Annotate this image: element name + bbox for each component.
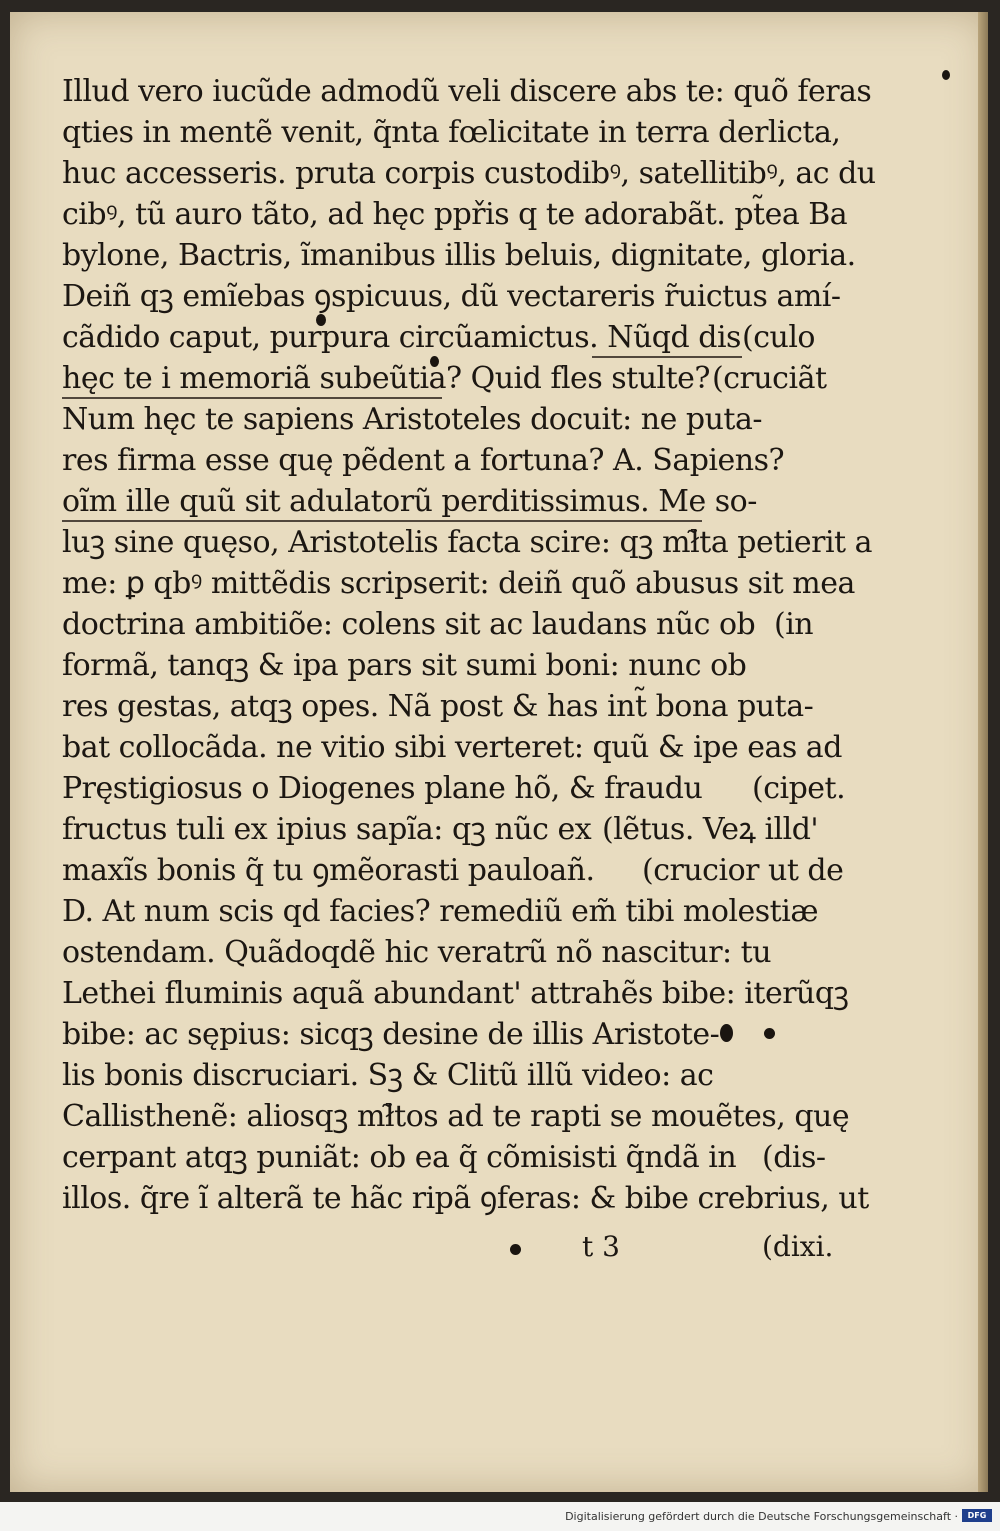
credit-bar — [0, 1502, 1000, 1531]
text-line — [62, 728, 842, 768]
line-text: D. At num scis qd facies? remediũ em̃ tibi molestiæ — [62, 894, 819, 929]
line-text: qties in mentẽ venit, q̃nta fœlicitate in terra derlicta, — [62, 115, 841, 150]
line-text: bibe: ac sępius: sicqꝫ desine de illis Aristote- — [62, 1017, 720, 1052]
line-text: Num hęc te sapiens Aristoteles docuit: ne puta- — [62, 402, 763, 437]
text-line — [62, 933, 771, 973]
text-line — [62, 810, 819, 850]
text-line — [62, 72, 871, 112]
text-line — [62, 646, 746, 686]
line-text: maxĩs bonis q̃ tu ꝯmẽorasti pauloañ. — [62, 853, 595, 888]
text-line — [62, 1138, 826, 1178]
line-text: lis bonis discruciari. Sꝫ & Clitũ illũ video: ac — [62, 1058, 714, 1093]
underline-rule — [62, 520, 702, 522]
line-text: Callisthenẽ: aliosqꝫ mł̃tos ad te rapti se mouẽtes, quę — [62, 1099, 850, 1134]
text-line — [62, 1179, 869, 1219]
line-text: cibꝰ, tũ auro tãto, ad hęc ppřis q te adorabãt. pt̃ea Ba — [62, 197, 848, 232]
text-line — [62, 1056, 713, 1096]
text-line — [62, 113, 840, 153]
line-text: illos. q̃re ĩ alterã te hãc ripã ꝯferas: & bibe crebrius, ut — [62, 1181, 869, 1216]
underline-rule — [62, 397, 442, 399]
line-text: formã, tanqꝫ & ipa pars sit sumi boni: nunc ob — [62, 648, 747, 683]
text-line — [62, 605, 814, 645]
page-edge — [978, 12, 988, 1492]
line-text: ostendam. Quãdoqdẽ hic veratrũ nõ nascitur: tu — [62, 935, 772, 970]
line-text: bat collocãda. ne vitio sibi verteret: quũ & ipe eas ad — [62, 730, 842, 765]
text-line — [62, 400, 762, 440]
margin-note: (crucior ut de — [642, 853, 844, 888]
text-line — [62, 359, 827, 399]
line-text: bylone, Bactris, ĩmanibus illis beluis, dignitate, gloria. — [62, 238, 856, 273]
underline-rule — [592, 356, 742, 358]
line-text: fructus tuli ex ipius sapĩa: qꝫ nũc ex — [62, 812, 592, 847]
line-text: Lethei fluminis aquã abundant' attrahẽs bibe: iterũqꝫ — [62, 976, 849, 1011]
line-text: Illud vero iucũde admodũ veli discere abs te: quõ feras — [62, 74, 872, 109]
text-line — [62, 441, 784, 481]
line-text: Deiñ qꝫ emĩebas ꝯspicuus, dũ vectareris r̃uictus amí- — [62, 279, 841, 314]
ink-blot — [510, 1244, 521, 1255]
dfg-logo: DFG — [962, 1509, 992, 1522]
margin-note: (culo — [742, 320, 815, 355]
text-line — [62, 236, 856, 276]
credit-text: Digitalisierung gefördert durch die Deutsche Forschungsgemeinschaft · — [565, 1510, 958, 1523]
text-line — [62, 195, 847, 235]
text-line — [62, 564, 855, 604]
text-line — [62, 974, 848, 1014]
text-line — [62, 482, 757, 522]
line-text: res firma esse quę pẽdent a fortuna? A. Sapiens? — [62, 443, 785, 478]
margin-note: (cruciãt — [712, 361, 827, 396]
line-text: res gestas, atqꝫ opes. Nã post & has int̃ bona puta- — [62, 689, 814, 724]
text-line — [62, 523, 872, 563]
line-text: Pręstigiosus o Diogenes plane hõ, & fraudu — [62, 771, 703, 806]
catchword: (dixi. — [762, 1230, 834, 1263]
book-page — [10, 12, 988, 1492]
margin-note: (cipet. — [752, 771, 846, 806]
text-line — [62, 769, 846, 809]
ink-blot — [764, 1028, 775, 1039]
line-text: doctrina ambitiõe: colens sit ac laudans nũc ob — [62, 607, 756, 642]
signature-mark: t 3 — [582, 1230, 620, 1263]
text-line — [62, 277, 841, 317]
text-line — [62, 318, 815, 358]
text-line — [62, 1097, 849, 1137]
line-text: cãdido caput, purpura circũamictus. Nũqd dis — [62, 320, 741, 355]
line-text: cerpant atqꝫ puniãt: ob ea q̃ cõmisisti q̃ndã in — [62, 1140, 737, 1175]
line-text: hęc te i memoriã subeũtia? Quid fles stulte? — [62, 361, 711, 396]
text-line — [62, 154, 876, 194]
margin-note: (lẽtus. Veꝝ illd' — [602, 812, 819, 847]
text-line — [62, 851, 844, 891]
margin-note: (dis- — [762, 1140, 826, 1175]
line-text: oĩm ille quũ sit adulatorũ perditissimus. Me so- — [62, 484, 757, 519]
text-line — [62, 892, 818, 932]
text-line — [62, 687, 813, 727]
line-text: me: ꝑ qbꝰ mittẽdis scripserit: deiñ quõ abusus sit mea — [62, 566, 855, 601]
ink-blot — [720, 1024, 733, 1042]
text-line — [62, 1015, 719, 1055]
ink-blot — [942, 70, 950, 80]
line-text: luꝫ sine quęso, Aristotelis facta scire: qꝫ mł̃ta petierit a — [62, 525, 873, 560]
margin-note: (in — [774, 607, 814, 642]
line-text: huc accesseris. pruta corpis custodibꝰ, satellitibꝰ, ac du — [62, 156, 876, 191]
